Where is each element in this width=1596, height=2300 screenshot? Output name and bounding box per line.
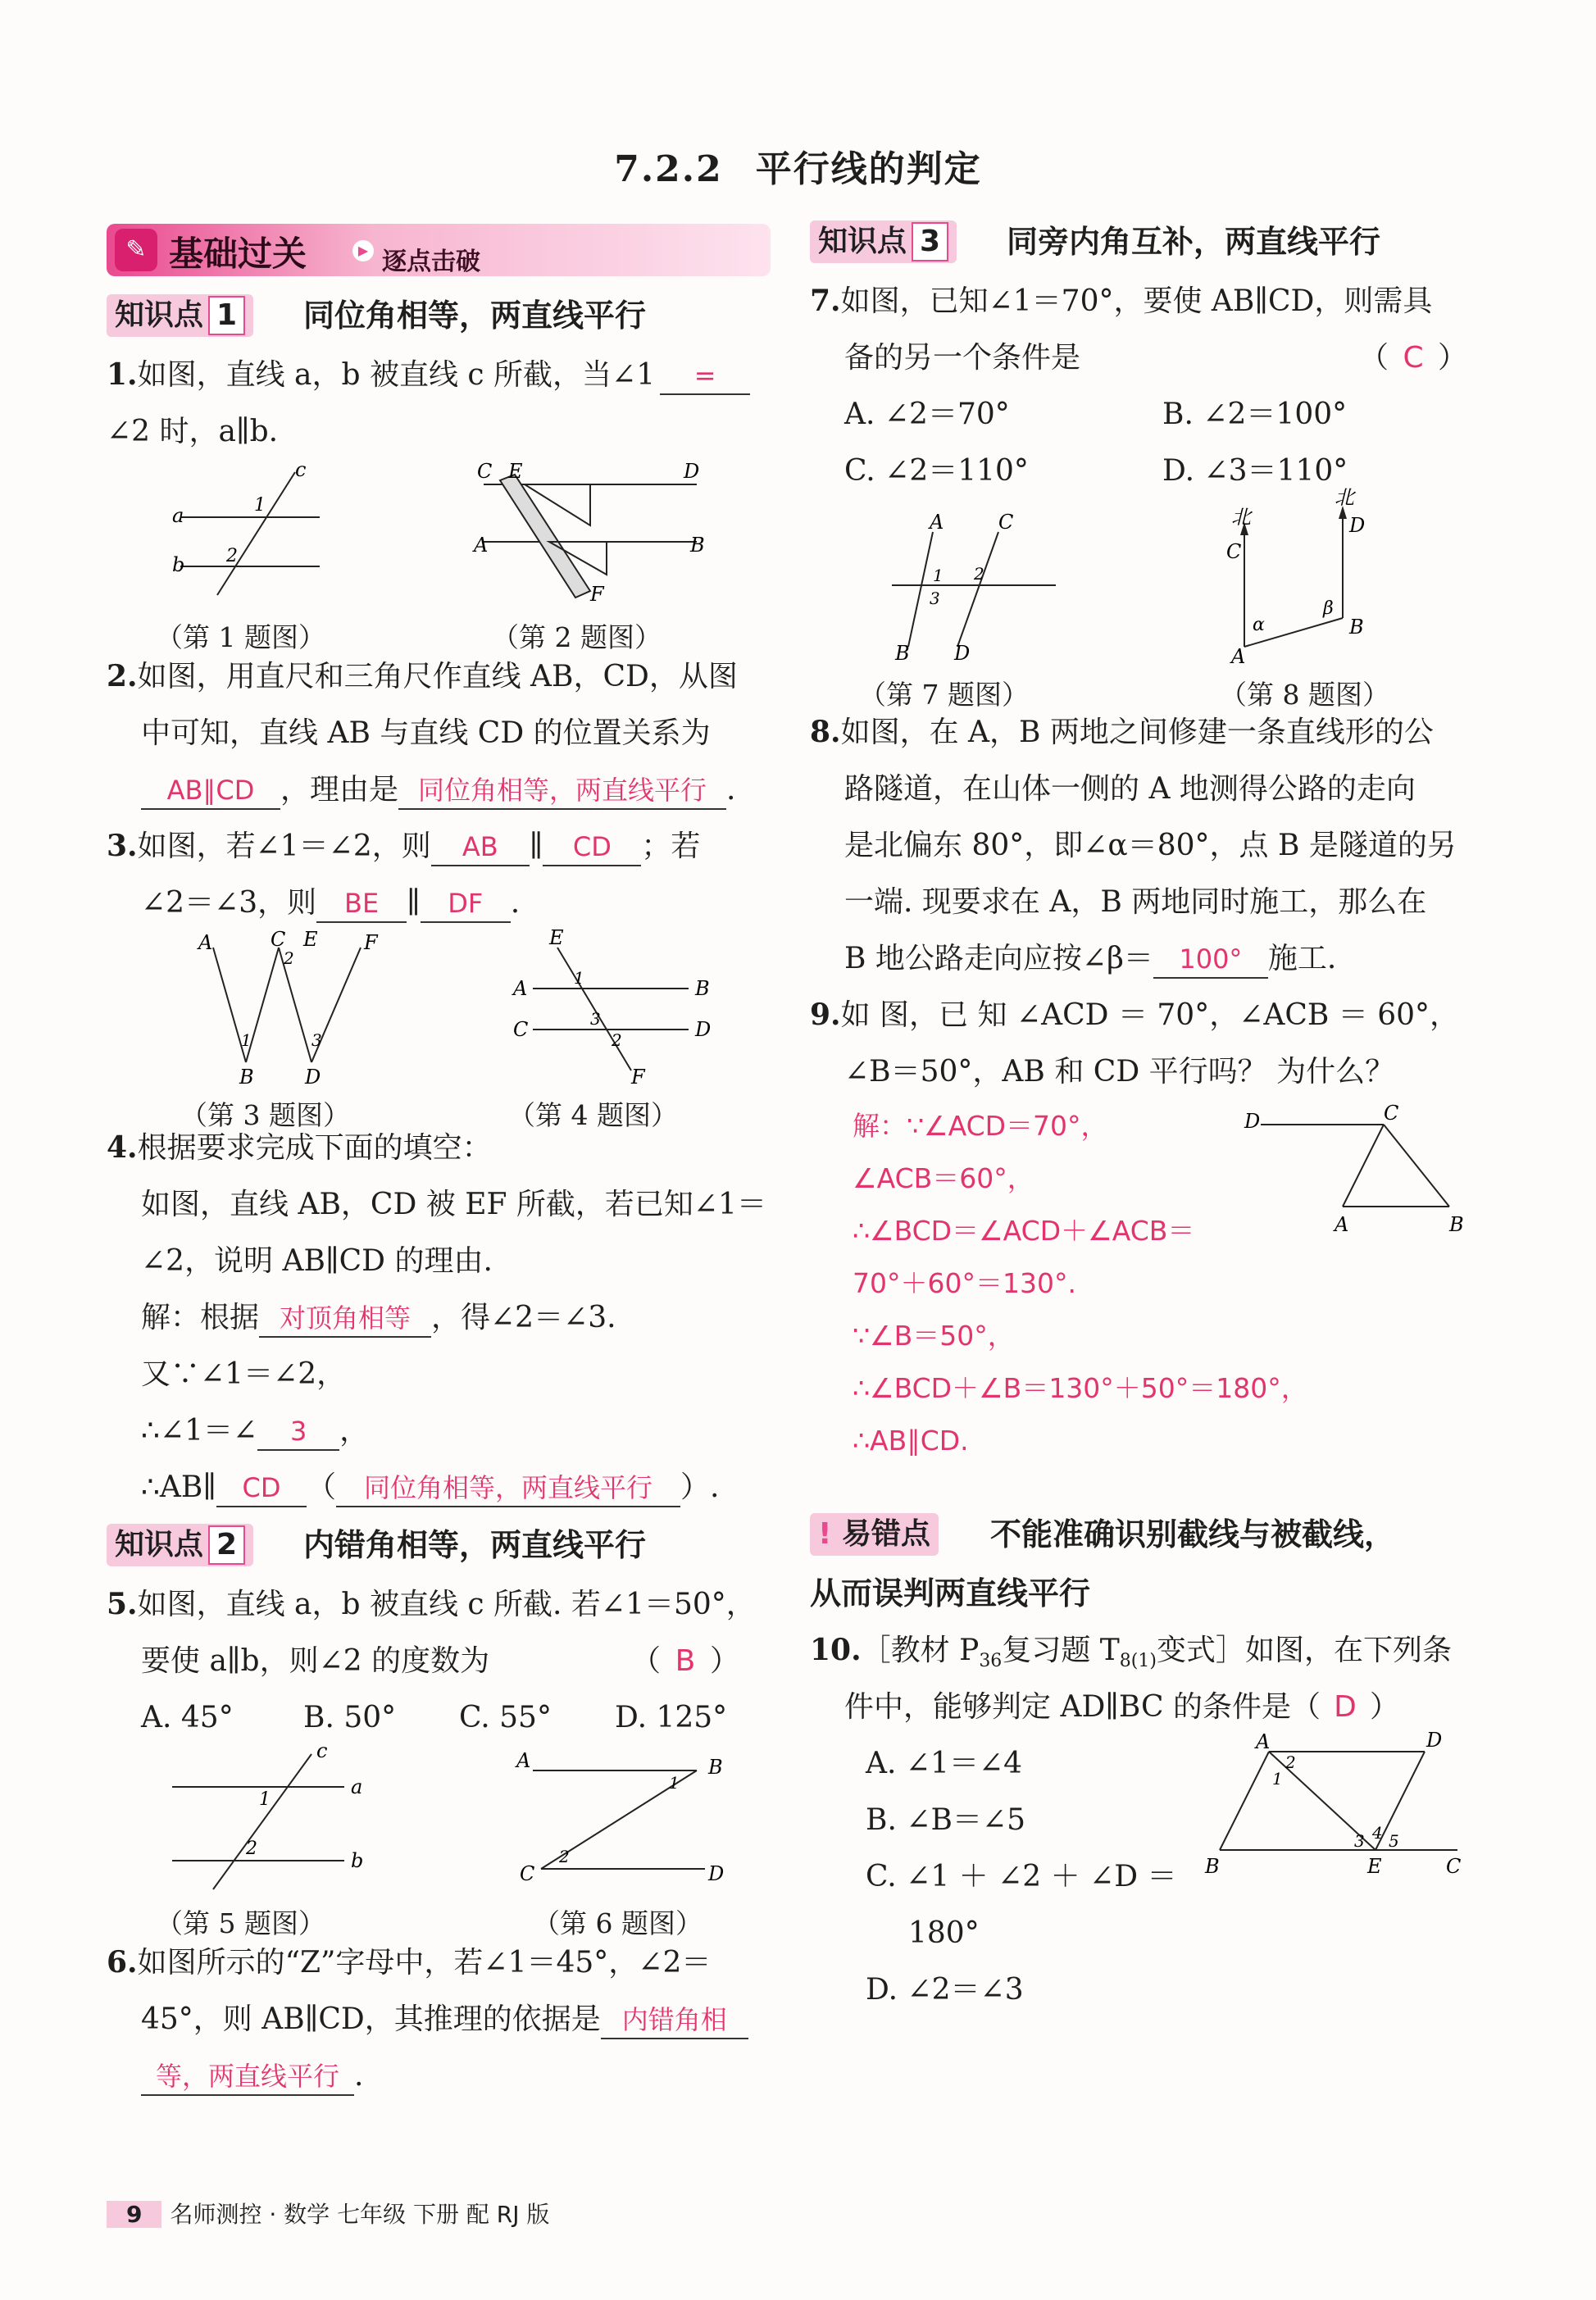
q4-line4: 解：根据 对顶角相等 ，得∠2＝∠3.: [107, 1289, 771, 1346]
svg-text:C: C: [271, 928, 286, 951]
q8-line4: 一端. 现要求在 A，B 两地同时施工，那么在: [844, 885, 1427, 919]
q9-solution: [853, 1100, 1308, 1467]
figures-7-8: [810, 486, 1490, 711]
q4-line1: 4.根据要求完成下面的填空：: [107, 1130, 492, 1165]
svg-text:2: 2: [612, 1030, 622, 1050]
svg-text:c: c: [295, 458, 307, 481]
basic-banner: [107, 224, 771, 276]
q3-answer2: CD: [543, 829, 641, 866]
q8-line3: 是北偏东 80°，即∠α＝80°，点 B 是隧道的另: [844, 829, 1457, 862]
svg-text:3: 3: [1354, 1831, 1365, 1851]
option-b: B. ∠B＝∠5: [866, 1803, 1026, 1837]
svg-text:A: A: [1231, 645, 1246, 668]
student-icon: ✎: [115, 229, 157, 271]
q10-options: [866, 1735, 1177, 2018]
figure-9: [1244, 1100, 1482, 1239]
q3-line1: 3.如图，若∠1＝∠2，则 AB ∥ CD ；若: [107, 818, 771, 875]
svg-text:2: 2: [974, 564, 984, 584]
sol-line: 解：∵∠ACD＝70°，: [853, 1110, 1108, 1142]
q4-answer1: 对顶角相等: [259, 1300, 431, 1338]
kp-text: 同位角相等，两直线平行: [303, 298, 647, 334]
q4-answer3: CD: [216, 1470, 307, 1507]
svg-text:B: B: [1349, 616, 1364, 639]
q10-line2: 件中，能够判定 AD∥BC 的条件是（ D ）: [810, 1679, 1490, 1735]
error-tag: ! 易错点: [810, 1513, 939, 1556]
svg-text:C: C: [998, 511, 1014, 534]
figure-7: [875, 507, 1072, 663]
svg-text:3: 3: [590, 1009, 601, 1029]
svg-text:1: 1: [669, 1773, 680, 1793]
svg-text:B: B: [708, 1756, 723, 1779]
q6-answer2: 等，两直线平行: [141, 2058, 354, 2096]
q6-answer1: 内错角相: [601, 2002, 748, 2039]
q5-line1: 5.如图，直线 a，b 被直线 c 所截. 若∠1＝50°，: [107, 1587, 756, 1621]
q2-answer1: AB∥CD: [141, 772, 280, 810]
svg-text:E: E: [549, 926, 564, 949]
kp-tag: 知识点 3: [810, 220, 957, 263]
q4-line7: ∴AB∥ CD （ 同位角相等，两直线平行 ）.: [107, 1459, 771, 1516]
svg-text:D: D: [684, 460, 700, 483]
left-column: [107, 217, 771, 2104]
svg-text:C: C: [1446, 1855, 1462, 1878]
error-text-2: 从而误判两直线平行: [810, 1575, 1091, 1611]
q5-options: A. 45° B. 50° C. 55° D. 125°: [141, 1701, 728, 1734]
q2-line3: AB∥CD ，理由是 同位角相等，两直线平行 .: [107, 761, 771, 818]
option-a: A. ∠1＝∠4: [866, 1747, 1023, 1780]
q10-line1: 10.［教材 $P_{36}$复习题 $T_{8(1)}$变式］如图，在下列条: [810, 1633, 1452, 1672]
svg-text:D: D: [1426, 1729, 1443, 1752]
svg-text:4: 4: [1372, 1823, 1383, 1843]
q7-line2: 备的另一个条件是 （ C ）: [810, 330, 1490, 386]
q3-answer1: AB: [431, 829, 530, 866]
svg-text:5: 5: [1389, 1831, 1399, 1851]
svg-text:2: 2: [1285, 1752, 1296, 1772]
svg-text:B: B: [690, 534, 705, 557]
svg-text:β: β: [1323, 598, 1334, 619]
svg-text:A: A: [930, 511, 944, 534]
figure-8: [1212, 486, 1392, 668]
sol-line: ∴AB∥CD.: [853, 1425, 969, 1457]
figure-6: [508, 1746, 746, 1893]
sol-line: ∴∠BCD＝∠ACD＋∠ACB＝: [853, 1215, 1195, 1247]
svg-text:C: C: [1384, 1102, 1399, 1125]
svg-text:C: C: [477, 460, 493, 483]
svg-text:C: C: [1226, 540, 1242, 563]
q1-line2: ∠2 时，a∥b.: [107, 415, 279, 448]
caption-fig6: （第 6 题图）: [533, 1907, 703, 1939]
section-title: 平行线的判定: [755, 148, 982, 190]
q4-line5: 又∵∠1＝∠2，: [141, 1357, 347, 1391]
banner-sub: 逐点击破: [382, 248, 480, 276]
svg-text:A: A: [513, 977, 528, 1000]
svg-text:B: B: [239, 1066, 254, 1089]
sol-line: 70°＋60°＝130°.: [853, 1267, 1076, 1299]
right-column: [810, 217, 1490, 2030]
caption-fig4: （第 4 题图）: [508, 1099, 678, 1131]
svg-text:1: 1: [933, 566, 944, 585]
svg-text:D: D: [1244, 1110, 1261, 1133]
north-label-1: 北: [1231, 506, 1251, 529]
q7-answer: C: [1403, 341, 1424, 375]
svg-text:1: 1: [254, 495, 266, 516]
caption-fig5: （第 5 题图）: [156, 1907, 325, 1939]
sol-line: ∠ACB＝60°，: [853, 1162, 1034, 1194]
svg-text:D: D: [1349, 514, 1366, 537]
svg-text:B: B: [895, 642, 910, 665]
svg-text:F: F: [364, 931, 378, 954]
figures-3-4: [107, 926, 771, 1131]
q2-answer2: 同位角相等，两直线平行: [398, 772, 726, 810]
q8-answer: 100°: [1153, 941, 1268, 979]
svg-text:2: 2: [246, 1839, 257, 1859]
kp-tag: 知识点 2: [107, 1524, 253, 1566]
svg-text:2: 2: [559, 1847, 570, 1866]
figure-1: [172, 460, 385, 607]
svg-text:A: A: [1256, 1730, 1271, 1753]
caption-fig7: （第 7 题图）: [859, 679, 1029, 711]
sol-line: ∴∠BCD＋∠B＝130°＋50°＝180°，: [853, 1372, 1308, 1404]
caption-fig1: （第 1 题图）: [156, 621, 325, 653]
svg-text:A: A: [1335, 1213, 1349, 1236]
q9-line2: ∠B＝50°，AB 和 CD 平行吗？ 为什么？: [844, 1055, 1395, 1089]
svg-text:E: E: [303, 928, 318, 951]
kp-text: 内错角相等，两直线平行: [303, 1527, 647, 1563]
figure-3: [189, 928, 402, 1089]
svg-text:3: 3: [311, 1030, 322, 1050]
svg-text:1: 1: [1272, 1769, 1283, 1789]
q1-line1: 1.如图，直线 a，b 被直线 c 所截，当∠1 =: [107, 347, 771, 403]
page-number: 9: [107, 2201, 161, 2228]
q3-answer4: DF: [421, 885, 511, 923]
q9-solution-block: [810, 1100, 1490, 1477]
q10-options-block: [810, 1729, 1490, 2030]
svg-text:1: 1: [241, 1030, 252, 1050]
svg-text:B: B: [695, 977, 710, 1000]
knowledge-point-2: [107, 1520, 771, 1571]
option-c: C. ∠1 ＋ ∠2 ＋ ∠D ＝: [866, 1860, 1177, 1893]
play-icon: ▶: [352, 240, 374, 261]
q8-line1: 8.如图，在 A，B 两地之间修建一条直线形的公: [810, 715, 1434, 749]
figures-1-2: [107, 458, 771, 653]
svg-text:a: a: [351, 1775, 363, 1798]
q6-line1: 6.如图所示的“Z”字母中，若∠1＝45°，∠2＝: [107, 1945, 712, 1980]
q10-answer: D: [1334, 1690, 1357, 1724]
north-label-2: 北: [1335, 486, 1354, 509]
q3-line2: ∠2＝∠3，则 BE ∥ DF .: [107, 875, 771, 931]
svg-text:A: A: [516, 1749, 531, 1772]
svg-text:2: 2: [284, 948, 294, 968]
q5-answer: B: [675, 1644, 696, 1678]
svg-text:c: c: [316, 1739, 328, 1762]
page-title: [0, 139, 1596, 192]
q4-line6: ∴∠1＝∠ 3 ，: [107, 1402, 771, 1459]
q3-answer3: BE: [316, 885, 407, 923]
svg-text:2: 2: [226, 546, 238, 566]
figure-10: [1203, 1727, 1474, 1883]
figure-5: [164, 1739, 377, 1893]
svg-text:A: A: [474, 534, 489, 557]
svg-text:1: 1: [574, 968, 584, 988]
svg-text:B: B: [1449, 1213, 1464, 1236]
error-text: 不能准确识别截线与被截线，: [990, 1516, 1396, 1552]
svg-text:C: C: [520, 1862, 535, 1885]
kp-tag: 知识点 1: [107, 294, 253, 337]
q5-line2: 要使 a∥b，则∠2 的度数为 （ B ）: [107, 1633, 771, 1689]
q4-line2: 如图，直线 AB，CD 被 EF 所截，若已知∠1＝: [141, 1188, 766, 1221]
banner-label: 基础过关: [169, 234, 307, 274]
q7-line1: 7.如图，已知∠1＝70°，要使 AB∥CD，则需具: [810, 284, 1433, 318]
svg-text:C: C: [513, 1018, 529, 1041]
knowledge-point-1: [107, 291, 771, 342]
q2-line1: 2.如图，用直尺和三角尺作直线 AB，CD，从图: [107, 659, 738, 693]
svg-text:3: 3: [930, 589, 940, 608]
sol-line: ∵∠B＝50°，: [853, 1320, 1015, 1352]
svg-text:b: b: [172, 553, 185, 576]
svg-text:D: D: [708, 1862, 725, 1885]
option-d: D. ∠2＝∠3: [866, 1973, 1024, 2007]
caption-fig3: （第 3 题图）: [180, 1099, 350, 1131]
q6-line2: 45°，则 AB∥CD，其推理的依据是 内错角相: [107, 1991, 771, 2048]
figure-2: [467, 460, 713, 607]
q8-line2: 路隧道，在山体一侧的 A 地测得公路的走向: [844, 772, 1416, 806]
q4-answer2: 3: [257, 1413, 339, 1451]
footer-text: 名师测控 · 数学 七年级 下册 配 RJ 版: [170, 2201, 550, 2228]
caption-fig8: （第 8 题图）: [1220, 679, 1389, 711]
svg-text:b: b: [351, 1849, 364, 1872]
svg-text:D: D: [305, 1066, 321, 1089]
svg-text:A: A: [198, 931, 213, 954]
svg-text:B: B: [1205, 1855, 1220, 1878]
svg-text:E: E: [508, 460, 523, 483]
knowledge-point-3: [810, 217, 1490, 268]
q2-line2: 中可知，直线 AB 与直线 CD 的位置关系为: [141, 716, 711, 750]
section-number: 7.2.2: [614, 148, 723, 190]
error-point: [810, 1510, 1490, 1561]
svg-text:α: α: [1253, 615, 1265, 635]
figure-4: [508, 926, 738, 1089]
svg-text:E: E: [1367, 1855, 1382, 1878]
svg-text:D: D: [954, 642, 971, 665]
svg-text:1: 1: [259, 1789, 271, 1810]
q7-options-2: C. ∠2＝110° D. ∠3＝110°: [844, 454, 1348, 488]
caption-fig2: （第 2 题图）: [492, 621, 662, 653]
q7-options-1: A. ∠2＝70° B. ∠2＝100°: [844, 398, 1348, 431]
q9-line1: 9.如 图，已 知 ∠ACD ＝ 70°，∠ACB ＝ 60°，: [810, 998, 1460, 1032]
svg-text:F: F: [631, 1066, 645, 1089]
q1-answer: =: [660, 357, 750, 395]
svg-text:a: a: [172, 504, 184, 527]
option-c-cont: 180°: [908, 1916, 980, 1950]
q4-answer4: 同位角相等，两直线平行: [336, 1470, 680, 1507]
svg-text:F: F: [590, 583, 604, 606]
footer: [107, 2197, 549, 2230]
q6-line3: 等，两直线平行 .: [107, 2048, 771, 2104]
kp-text: 同旁内角互补，两直线平行: [1007, 224, 1381, 260]
figures-5-6: [107, 1739, 771, 1939]
q4-line3: ∠2，说明 AB∥CD 的理由.: [141, 1244, 493, 1278]
svg-text:D: D: [695, 1018, 712, 1041]
q8-line5: B 地公路走向应按∠β＝ 100° 施工.: [810, 930, 1490, 987]
